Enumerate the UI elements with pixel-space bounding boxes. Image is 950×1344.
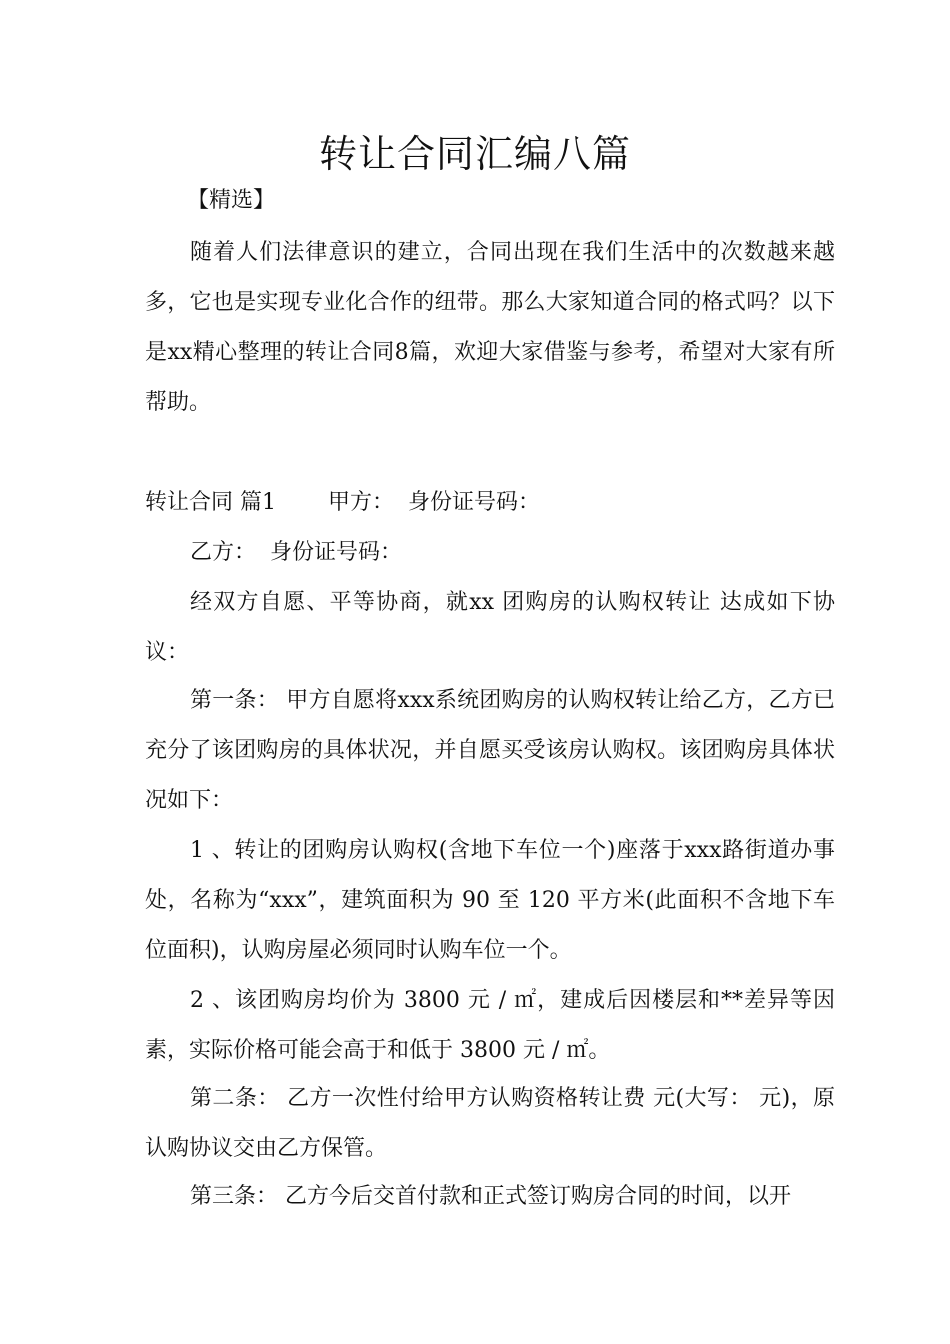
intro-paragraph: 随着人们法律意识的建立，合同出现在我们生活中的次数越来越多，它也是实现专业化合作的纽带。那么大家知道合同的格式吗？以下是xx精心整理的转让合同8篇，欢迎大家借鉴与参考，希望对大家有所帮助。 [145, 240, 835, 415]
party-b-line [145, 528, 835, 578]
agreement-intro-paragraph: 经双方自愿、平等协商，就xx 团购房的认购权转让 达成如下协议： [145, 590, 835, 665]
party-b-label: 乙方： [190, 540, 257, 565]
selected-tag: 【精选】 [187, 188, 276, 213]
party-b-id-label: 身份证号码： [270, 540, 403, 565]
item-1-paragraph: 1 、转让的团购房认购权(含地下车位一个)座落于xxx路街道办事处，名称为“xxx”，建筑面积为 90 至 120 平方米(此面积不含地下车位面积)，认购房屋必须同时认购车位一个。 [145, 838, 835, 963]
party-a-id-label: 身份证号码： [408, 490, 541, 515]
section-heading: 转让合同 篇1 [145, 490, 276, 515]
article-2-paragraph: 第二条： 乙方一次性付给甲方认购资格转让费 元(大写： 元)，原认购协议交由乙方保管。 [145, 1086, 835, 1161]
section-heading-line [145, 478, 835, 528]
document-title: 转让合同汇编八篇 [318, 132, 631, 176]
article-3-paragraph: 第三条： 乙方今后交首付款和正式签订购房合同的时间，以开 [190, 1184, 791, 1209]
article-1-paragraph: 第一条： 甲方自愿将xxx系统团购房的认购权转让给乙方，乙方已充分了该团购房的具体状况，并自愿买受该房认购权。该团购房具体状况如下： [145, 688, 835, 813]
item-2-paragraph: 2 、该团购房均价为 3800 元 / ㎡，建成后因楼层和**差异等因素，实际价格可能会高于和低于 3800 元 / ㎡。 [145, 988, 835, 1063]
party-a-label: 甲方： [328, 490, 395, 515]
